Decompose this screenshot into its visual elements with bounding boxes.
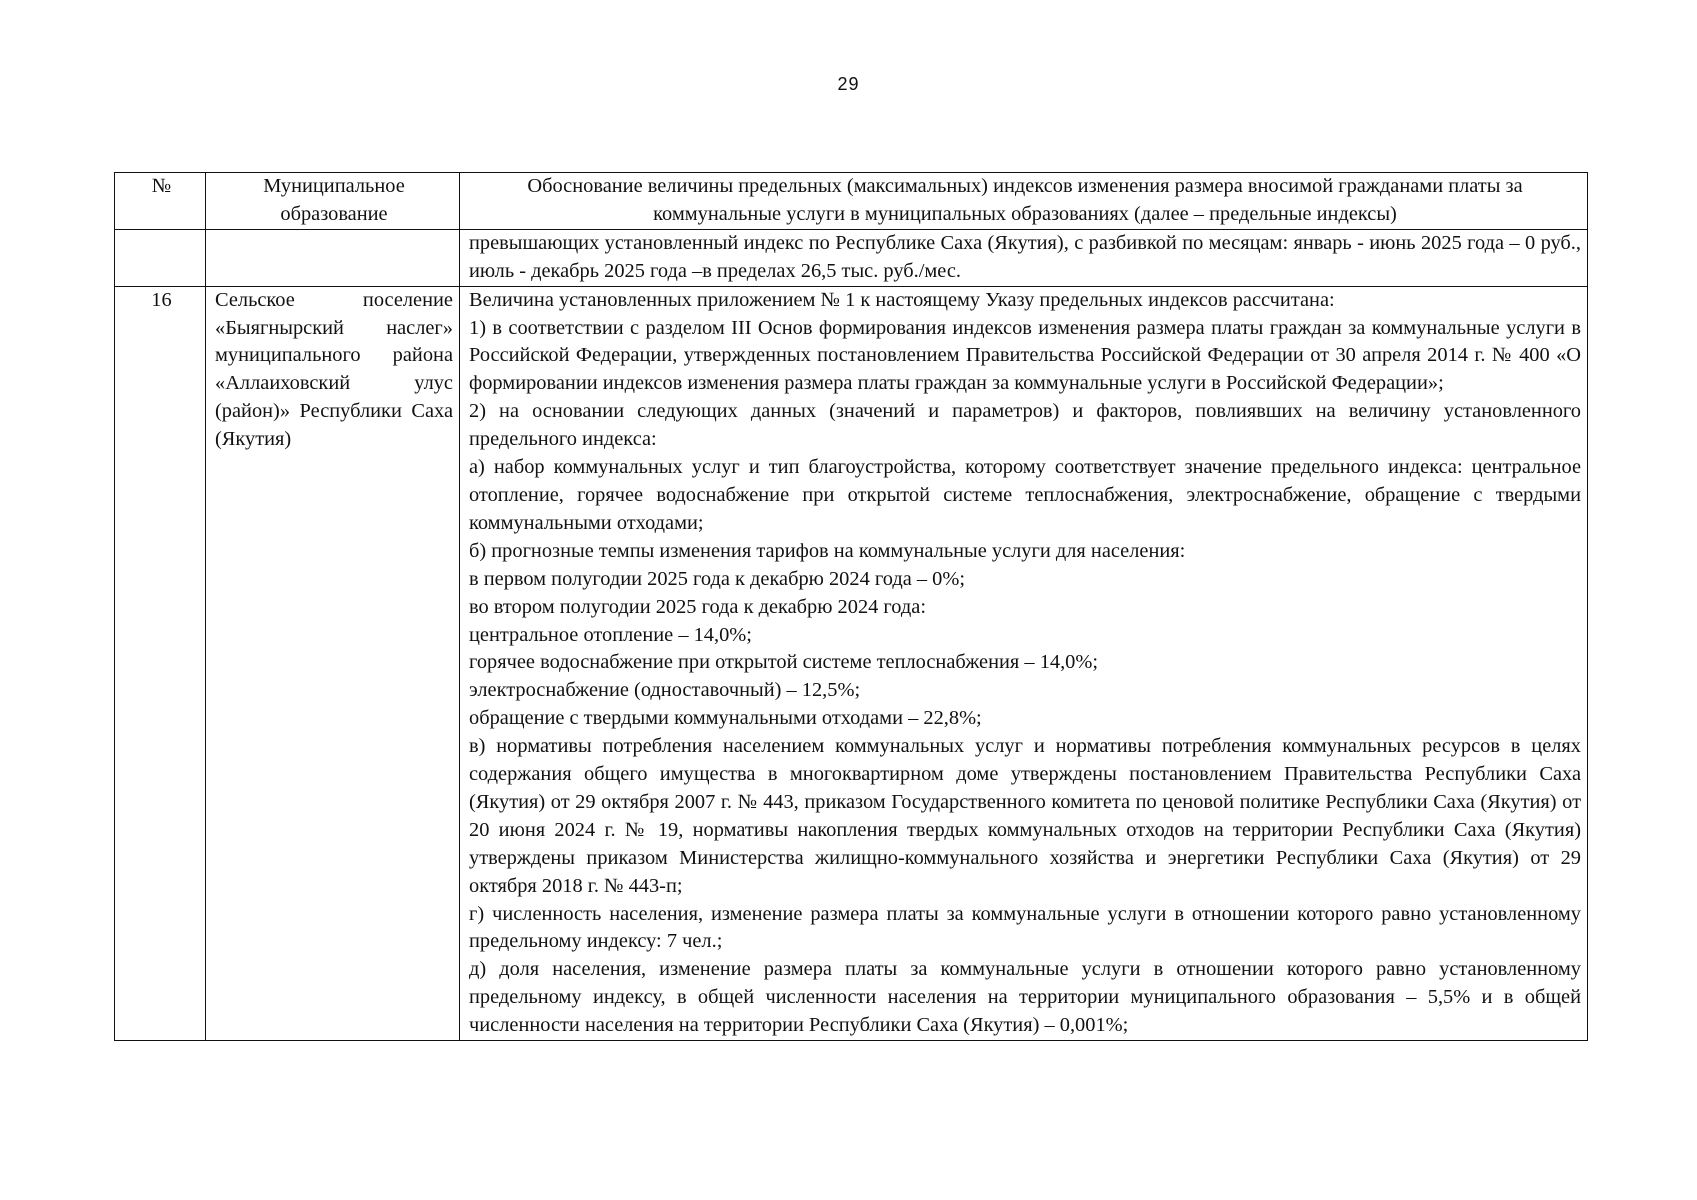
justification-line: в первом полугодии 2025 года к декабрю 2024 года – 0%; — [469, 567, 965, 590]
row-num-cell: 16 — [115, 286, 206, 1040]
header-municipality: Муниципальное образование — [206, 173, 460, 230]
justification-line: б) прогнозные темпы изменения тарифов на коммунальные услуги для населения: — [469, 539, 1186, 562]
page-number: 29 — [837, 74, 860, 94]
justification-line: а) набор коммунальных услуг и тип благоустройства, которому соответствует значение предельного индекса: центральное отопление, горячее водоснабжение при открытой системе теплоснабжения, электроснабжение, обращение с твердыми коммунальными отходами; — [469, 456, 1581, 534]
municipality-name: Сельское поселение «Быягнырский наслег» муниципального района «Аллаиховский улус (район)» Республики Саха (Якутия) — [215, 288, 453, 451]
justification-line: горячее водоснабжение при открытой системе теплоснабжения – 14,0%; — [469, 651, 1099, 674]
justification-line: центральное отопление – 14,0%; — [469, 623, 752, 646]
table-row-16 — [115, 286, 1588, 1040]
justification-line: превышающих установленный индекс по Республике Саха (Якутия), с разбивкой по месяцам: январь - июнь 2025 года – 0 руб., июль - декабрь 2025 года –в пределах 26,5 тыс. руб./мес. — [469, 231, 1581, 282]
row-justification-cell — [460, 229, 1588, 286]
justification-line: обращение с твердыми коммунальными отходами – 22,8%; — [469, 707, 982, 730]
justification-line: в) нормативы потребления населением коммунальных услуг и нормативы потребления коммунальных ресурсов в целях содержания общего имущества в многоквартирном доме утверждены постановлением Правительства Республики Саха (Якутия) от 29 октября 2007 г. № 443, приказом Государственного комитета по ценовой политике Республики Саха (Якутия) от 20 июня 2024 г. № 19, нормативы накопления твердых коммунальных отходов на территории Республики Саха (Якутия) утверждены приказом Министерства жилищно-коммунального хозяйства и энергетики Республики Саха (Якутия) от 29 октября 2018 г. № 443-п; — [469, 735, 1581, 897]
row-num-cell — [115, 229, 206, 286]
justification-line: д) доля населения, изменение размера платы за коммунальные услуги в отношении которого равно установленному предельному индексу, в общей численности населения на территории муниципального образования – 5,5% и в общей численности населения на территории Республики Саха (Якутия) – 0,001%; — [469, 958, 1581, 1037]
table-header-row — [115, 173, 1588, 230]
justification-line: во втором полугодии 2025 года к декабрю 2024 года: — [469, 595, 926, 618]
justification-line: Величина установленных приложением № 1 к настоящему Указу предельных индексов рассчитана: — [469, 288, 1335, 311]
header-num: № — [115, 173, 206, 230]
indices-table — [114, 172, 1588, 1041]
justification-line: 1) в соответствии с разделом III Основ формирования индексов изменения размера платы граждан за коммунальные услуги в Российской Федерации, утвержденных постановлением Правительства Российской Федерации от 30 апреля 2014 г. № 400 «О формировании индексов изменения размера платы граждан за коммунальные услуги в Российской Федерации»; — [469, 316, 1581, 395]
justification-line: электроснабжение (одноставочный) – 12,5%; — [469, 679, 861, 702]
header-justification: Обоснование величины предельных (максимальных) индексов изменения размера вносимой гражданами платы за коммунальные услуги в муниципальных образованиях (далее – предельные индексы) — [460, 173, 1588, 230]
table-row-continuation — [115, 229, 1588, 286]
row-justification-cell — [460, 286, 1588, 1040]
justification-line: 2) на основании следующих данных (значений и параметров) и факторов, повлиявших на величину установленного предельного индекса: — [469, 400, 1581, 451]
row-municipality-cell — [206, 229, 460, 286]
justification-line: г) численность населения, изменение размера платы за коммунальные услуги в отношении которого равно установленному предельному индексу: 7 чел.; — [469, 902, 1581, 953]
row-municipality-cell — [206, 286, 460, 1040]
